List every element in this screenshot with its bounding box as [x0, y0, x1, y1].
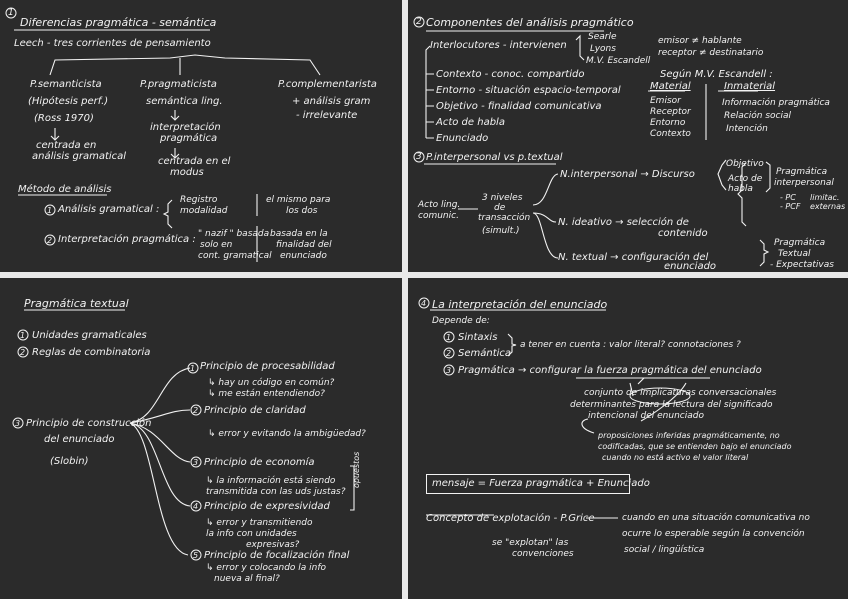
- col3-title: P.complementarista: [278, 79, 377, 90]
- conjunto-1: conjunto de implicaturas conversacionales: [584, 388, 777, 398]
- col2-line5: modus: [170, 167, 204, 178]
- proposiciones-1: proposiciones inferidas pragmáticamente, no: [598, 431, 780, 440]
- pragmatica-textual-3: - Expectativas: [770, 260, 834, 270]
- col3-line2: - irrelevante: [296, 110, 358, 121]
- metodo-1-igual: el mismo para: [266, 195, 331, 205]
- expresividad-1: ↳ error y transmitiendo: [206, 518, 313, 528]
- opuestos-label: opuestos: [352, 451, 361, 488]
- semantica: Semántica: [458, 348, 512, 359]
- principle4-number: 4: [193, 502, 199, 511]
- principio-focalizacion: Principio de focalización final: [204, 550, 350, 561]
- objetivo: Objetivo - finalidad comunicativa: [436, 101, 602, 112]
- pragmatica-textual-2: Textual: [778, 249, 811, 259]
- material-receptor: Receptor: [650, 107, 691, 117]
- searle: Searle: [588, 32, 617, 42]
- expresividad-2: la info con unidades: [206, 529, 297, 539]
- depende-de: Depende de:: [432, 316, 490, 326]
- emisor: emisor ≠ hablante: [658, 36, 742, 46]
- reglas-combinatoria: Reglas de combinatoria: [32, 347, 151, 358]
- section-title: Pragmática textual: [24, 297, 129, 310]
- economia-2: transmitida con las uds justas?: [206, 487, 346, 497]
- principle3-number: 3: [193, 458, 199, 467]
- material-contexto: Contexto: [650, 129, 691, 139]
- col1-line1: (Hipótesis perf.): [28, 96, 109, 107]
- pragmatica-number: 3: [446, 366, 452, 375]
- pcf: - PCF: [780, 202, 801, 211]
- col1-title: P.semanticista: [30, 79, 102, 90]
- slobin: (Slobin): [50, 456, 89, 467]
- section-number: 1: [8, 8, 14, 18]
- a-tener-en-cuenta: a tener en cuenta : valor literal? connotaciones ?: [520, 340, 741, 350]
- proposiciones-3: cuando no está activo el valor literal: [602, 453, 749, 462]
- pragmatica-line: Pragmática → configurar la fuerza pragmática del enunciado: [458, 365, 762, 376]
- del-enunciado: del enunciado: [44, 434, 115, 445]
- comunic: comunic.: [418, 211, 459, 221]
- col2-line4: centrada en el: [158, 156, 231, 167]
- objetivo-2: Objetivo: [726, 159, 764, 169]
- pc: - PC: [780, 193, 796, 202]
- cuando-2: ocurre lo esperable según la convención: [622, 529, 805, 539]
- entorno: Entorno - situación espacio-temporal: [436, 85, 621, 96]
- pragmatica-interpersonal-2: interpersonal: [774, 178, 834, 188]
- focalizacion-2: nueva al final?: [214, 574, 280, 584]
- metodo-1: Análisis gramatical :: [58, 204, 160, 215]
- col1-line3: centrada en: [36, 140, 97, 151]
- economia-1: ↳ la información está siendo: [206, 476, 336, 486]
- principle5-number: 5: [193, 551, 199, 560]
- convenciones: convenciones: [512, 549, 574, 559]
- focalizacion-1: ↳ error y colocando la info: [206, 563, 327, 573]
- metodo-1-dos: los dos: [286, 206, 318, 216]
- cuando-3: social / lingüística: [624, 545, 705, 555]
- enunciado-2: enunciado: [664, 261, 717, 272]
- pragmatica-interpersonal-1: Pragmática: [776, 167, 828, 177]
- inmaterial-header: Inmaterial: [724, 81, 776, 92]
- habla: habla: [728, 184, 753, 194]
- item3-number: 3: [15, 419, 21, 428]
- material-entorno: Entorno: [650, 118, 686, 128]
- acto-ling: Acto ling.: [418, 200, 461, 210]
- mensaje-formula: mensaje = Fuerza pragmática + Enunciado: [432, 478, 650, 489]
- unidades-gramaticales: Unidades gramaticales: [32, 330, 147, 341]
- leech-line: Leech - tres corrientes de pensamiento: [14, 38, 211, 49]
- section-number: 4: [421, 299, 427, 308]
- conjunto-2: determinantes para la lectura del significado: [570, 400, 773, 410]
- niveles-3: transacción: [478, 213, 531, 223]
- limitac-1: limitac.: [810, 193, 840, 202]
- metodo-num1: 1: [47, 206, 53, 215]
- semantica-number: 2: [446, 349, 452, 358]
- acto-habla: Acto de habla: [436, 117, 505, 128]
- sintaxis-number: 1: [446, 333, 452, 342]
- section3-title: P.interpersonal vs p.textual: [426, 152, 563, 163]
- section3-number: 3: [416, 152, 422, 162]
- section-title: Diferencias pragmática - semántica: [20, 16, 217, 29]
- principle2-number: 2: [193, 406, 199, 415]
- procesabilidad-1: ↳ hay un código en común?: [208, 378, 335, 388]
- lyons: Lyons: [590, 44, 616, 54]
- metodo-num2: 2: [47, 236, 53, 245]
- panel-pragmatica-textual: [0, 278, 402, 599]
- principio-economia: Principio de economía: [204, 457, 315, 468]
- enunciado: Enunciado: [436, 133, 489, 144]
- metodo-1-registro: Registro: [180, 195, 218, 205]
- metodo-2-cont: cont. gramatical: [198, 251, 272, 261]
- principio-expresividad: Principio de expresividad: [204, 501, 330, 512]
- col2-line2: interpretación: [150, 122, 221, 133]
- n-textual: N. textual → configuración del: [558, 252, 709, 263]
- section-title: La interpretación del enunciado: [432, 298, 608, 311]
- inmaterial-info: Información pragmática: [722, 98, 830, 108]
- pragmatica-textual-1: Pragmática: [774, 238, 826, 248]
- principio-claridad: Principio de claridad: [204, 405, 306, 416]
- conjunto-3: intencional del enunciado: [588, 411, 704, 421]
- se-explotan: se "explotan" las: [492, 538, 569, 548]
- panel-componentes: [408, 0, 848, 272]
- col1-line4: análisis gramatical: [32, 151, 127, 162]
- contenido: contenido: [658, 228, 708, 239]
- proposiciones-2: codificadas, que se entienden bajo el enunciado: [598, 442, 792, 451]
- col3-line1: + análisis gram: [292, 96, 371, 107]
- metodo-2: Interpretación pragmática :: [58, 234, 196, 245]
- metodo-1-modalidad: modalidad: [180, 206, 228, 216]
- contexto: Contexto - conoc. compartido: [436, 69, 585, 80]
- principle1-number: 1: [190, 364, 196, 373]
- concepto-explotacion: Concepto de explotación - P.Grice: [426, 513, 595, 524]
- segun-escandell: Según M.V. Escandell :: [660, 69, 773, 80]
- inmaterial-relacion: Relación social: [724, 111, 791, 121]
- panel-interpretacion: [408, 278, 848, 599]
- claridad-1: ↳ error y evitando la ambigüedad?: [208, 429, 366, 439]
- receptor: receptor ≠ destinatario: [658, 48, 764, 58]
- metodo-2-naif: " nazif " basada: [198, 229, 270, 239]
- metodo-2-basada: basada en la: [270, 229, 328, 239]
- inmaterial-intencion: Intención: [726, 124, 768, 134]
- section-title: Componentes del análisis pragmático: [426, 16, 634, 29]
- metodo-title: Método de análisis: [18, 184, 112, 195]
- cuando-1: cuando en una situación comunicativa no: [622, 513, 810, 523]
- niveles-2: de: [494, 203, 506, 213]
- principio-procesabilidad: Principio de procesabilidad: [200, 361, 335, 372]
- col2-title: P.pragmaticista: [140, 79, 217, 90]
- material-header: Material: [650, 81, 691, 92]
- interlocutores: Interlocutores - intervienen: [430, 40, 567, 51]
- metodo-2-solo: solo en: [200, 240, 233, 250]
- limitac-2: externas: [810, 202, 846, 211]
- section-number: 2: [416, 17, 422, 27]
- escandell: M.V. Escandell: [586, 56, 651, 66]
- acto-de: Acto de: [728, 174, 763, 184]
- item2-number: 2: [20, 348, 26, 357]
- col2-line1: semántica ling.: [146, 96, 223, 107]
- panel-diferencias: [0, 0, 402, 272]
- n-interpersonal: N.interpersonal → Discurso: [560, 169, 695, 180]
- material-emisor: Emisor: [650, 96, 681, 106]
- principio-construccion: Principio de construcción: [26, 418, 152, 429]
- niveles-1: 3 niveles: [482, 193, 523, 203]
- sintaxis: Sintaxis: [458, 332, 498, 343]
- col1-line2: (Ross 1970): [34, 113, 94, 124]
- col2-line3: pragmática: [160, 133, 218, 144]
- n-ideativo: N. ideativo → selección de: [558, 217, 689, 228]
- item1-number: 1: [20, 331, 26, 340]
- niveles-4: (simult.): [482, 226, 520, 236]
- metodo-2-finalidad: finalidad del: [276, 240, 332, 250]
- metodo-2-enunciado: enunciado: [280, 251, 327, 261]
- procesabilidad-2: ↳ me están entendiendo?: [208, 389, 325, 399]
- expresividad-3: expresivas?: [246, 540, 300, 550]
